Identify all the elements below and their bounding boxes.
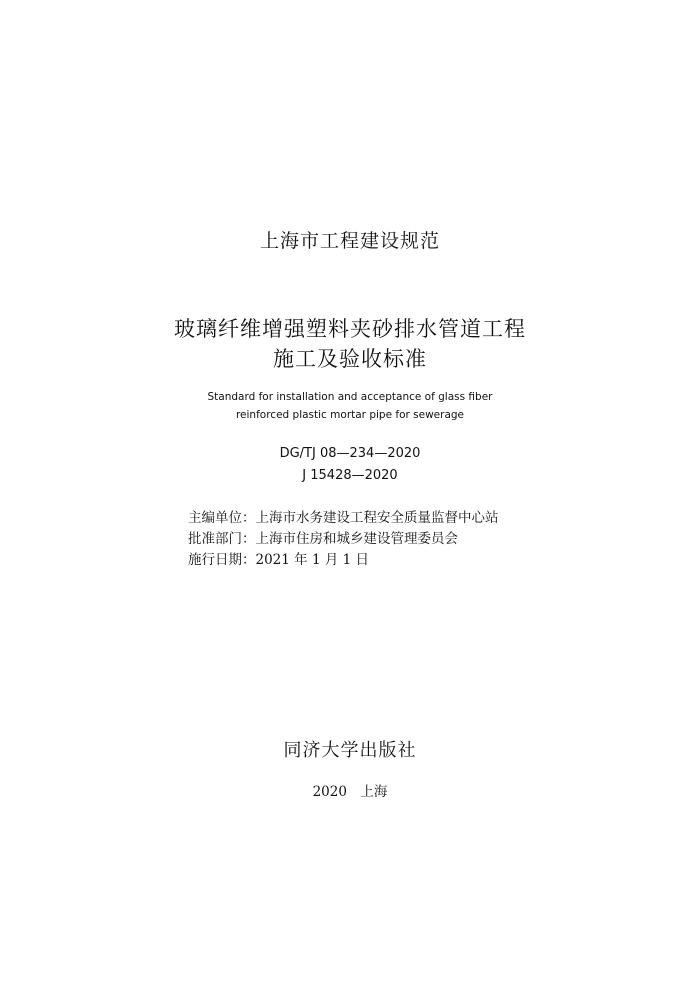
- series-title: 上海市工程建设规范: [259, 230, 440, 252]
- standard-code-j: J 15428—2020: [302, 468, 398, 483]
- chief-editor-unit: 主编单位：上海市水务建设工程安全质量监督中心站: [188, 510, 499, 526]
- publisher-name: 同济大学出版社: [283, 740, 417, 761]
- english-title-line-1: Standard for installation and acceptance of glass fiber: [207, 391, 493, 403]
- english-title-line-2: reinforced plastic mortar pipe for sewerage: [235, 409, 465, 421]
- standard-code-dg: DG/TJ 08—234—2020: [279, 446, 421, 461]
- standard-title-line-2: 施工及验收标准: [273, 347, 427, 371]
- publication-year-place: 2020 上海: [312, 784, 388, 800]
- effective-date: 施行日期：2021 年 1 月 1 日: [188, 552, 369, 568]
- approval-department: 批准部门：上海市住房和城乡建设管理委员会: [188, 531, 458, 547]
- standard-title-line-1: 玻璃纤维增强塑料夹砂排水管道工程: [174, 317, 526, 341]
